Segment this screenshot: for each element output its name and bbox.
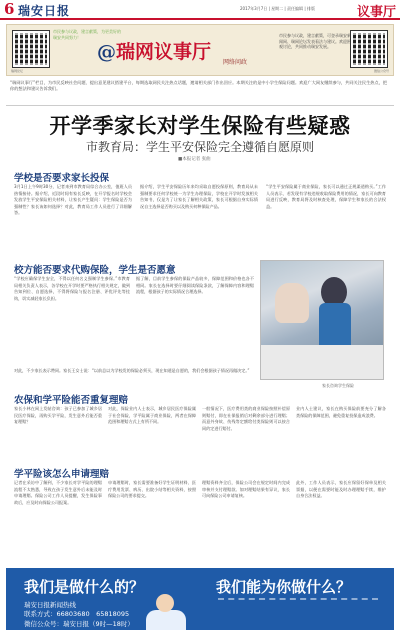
hotline-phones: 联系方式：66803680 65818095 [24, 610, 130, 618]
hotline-hours: 微信公众号：瑞安日报（9时—18时） [24, 620, 134, 628]
section-name: 议事厅 [356, 5, 396, 20]
article-column: 3月1日上午9时30分，记者来到市教育局综合办公室，值班人员热情接待。据介绍，近段时间有家长反映，在开学报名时学校会发放学生平安保险相关材料，让家长产生疑问：学生保险是否为强制性？家长该如何选择？对此，教育局工作人员进行了详细解答。 [14, 184, 132, 216]
decorative-line [218, 598, 378, 626]
article-column: 对此，保险业内人士表示，城乡居民医疗保险属于社会保险，学平险属于商业保险，两者在保障范围和理赔方式上有所不同。 [108, 406, 196, 425]
photo-figure [275, 283, 309, 323]
article-subhead: 市教育局：学生平安保险完全遵循自愿原则 [85, 140, 314, 154]
section-heading: 校方能否要求代购保险，学生是否愿意 [14, 265, 176, 276]
photo-figure [261, 345, 384, 380]
page-number: 6 [4, 0, 15, 18]
article-column: 对此，不少家长表示赞同。家长王女士说：“以前总以为学校发的保险必须买，现在知道是自愿的，我们会根据孩子情况再做决定。” [14, 368, 250, 373]
column-banner [6, 24, 394, 76]
article-column: “学生平安保险属于商业保险，家长可以通过正规渠道购买。”工作人员表示，若发现有学校违规收取保险费用的情况，家长可向教育局进行反映，教育局将及时核查处理，保障学生和家长的合法权益。 [266, 184, 386, 209]
article-column: 此外，工作人员表示，家长应保留好保单及相关票据，以便在需要时能及时办理理赔手续，维护自身合法权益。 [296, 480, 386, 499]
column-logo-text: 瑞网议事厅 [116, 41, 212, 63]
section-heading: 农保和学平险能否重复理赔 [14, 395, 129, 406]
column-intro: “瑞网议事厅”栏目，为市民反映社会问题、提出意见建议搭建平台，每期选取网民关注热点话题，邀请相关部门作出回应。本期关注的是中小学生保险问题。欢迎广大网友继续参与，共同关注民生热点，把你的想法和建议告诉我们。 [6, 78, 394, 106]
qr-caption-left: 瑞网论坛 [11, 69, 24, 73]
at-sign: @ [97, 41, 116, 63]
section-heading: 学校是否要求家长投保 [14, 173, 110, 184]
article-column: 一般情况下，医疗费用类的商业保险按照补偿原则赔付，即在社保报销后对剩余部分进行理赔；而意外身故、伤残等定额给付类保险则可以按合同约定进行赔付。 [202, 406, 290, 431]
article-column: “学校应确保学生安全，不得以任何名义强制学生参保。”市教育局相关负责人表示，各学校在开学时要严格执行相关规定，做到告知到位、自愿选择，不得将保险与报名注册、评优评先等挂钩，切实减轻家长负担。 [14, 276, 130, 301]
ad-question-1: 我们是做什么的？ [24, 578, 145, 596]
section-heading: 学平险该怎么申请理赔 [14, 469, 110, 480]
qr-caption-right: 微信公众号 [373, 69, 389, 73]
article-column: 家长小林在网上发帖咨询：孩子已参加了城乡居民医疗保险，再购买学平险，发生意外后能否重复理赔？ [14, 406, 102, 425]
column-logo [97, 37, 211, 64]
ad-question-2: 我们能为你做什么？ [216, 578, 352, 596]
photo-caption: 家长咨询学生保险 [322, 383, 354, 388]
person-head-illustration [156, 594, 174, 612]
paper-name: 瑞安日报 [18, 4, 71, 18]
hotline-title: 瑞安日报新闻热线 [24, 601, 76, 609]
hotline-advertisement [6, 568, 394, 630]
article-column: 申请理赔时，家长需要准备好学生证明材料、医疗费用发票、病历、出院小结等相关资料，按照保险公司的要求提交。 [108, 480, 196, 499]
qr-code-icon [351, 31, 387, 67]
dateline: 2017年3月7日 | 星期二 | 责任编辑 | 排版 [240, 6, 315, 11]
banner-subtitle: 网络问政 [223, 59, 248, 66]
article-column: 据了解，目前学生参保的保险产品较多，保障范围和价格也各不相同。家长在选择时要仔细阅读保险条款，了解保障内容和理赔流程，根据孩子的实际情况合理选择。 [136, 276, 254, 295]
banner-tagline-right: 市民参与议政，建言献策，可登录瑞安新闻网、瑞网论坛发表看法与建议。欢迎围观讨论，共同推动瑞安发展。 [279, 33, 351, 49]
article-column: 理赔资料齐全后，保险公司会在规定时间内完成审核并支付理赔款。如对理赔结果有异议，家长可向保险公司申请复核。 [202, 480, 290, 499]
person-illustration [146, 610, 186, 630]
banner-tagline-left: 市民参与议政，建言献策，为更美好的瑞安共同努力！ [53, 29, 121, 40]
article-byline: ■本报记者 张曲 [178, 157, 211, 162]
masthead-bar [0, 0, 400, 20]
article-column: 业内人士建议，家长在购买保险前要充分了解各类保险的保障范围，避免重复投保造成浪费。 [296, 406, 386, 418]
article-column: 记者在采访中了解到，不少家长对学平险的理赔流程不太熟悉，导致在孩子发生意外后未能及时申请理赔。保险公司工作人员提醒，发生保险事故后，应及时向保险公司报案。 [14, 480, 102, 505]
article-column: 据介绍，学生平安保险历年来均采取自愿投保原则，教育局从未强制要求任何学校统一为学生办理保险，学校在开学时发放相关告知书，仅是为了让家长了解相关政策，家长可根据自身实际情况自主选择是否购买以及购买何种保险产品。 [140, 184, 258, 209]
qr-code-icon [13, 31, 49, 67]
article-headline: 开学季家长对学生保险有些疑惑 [49, 114, 351, 138]
news-photo [260, 260, 384, 380]
